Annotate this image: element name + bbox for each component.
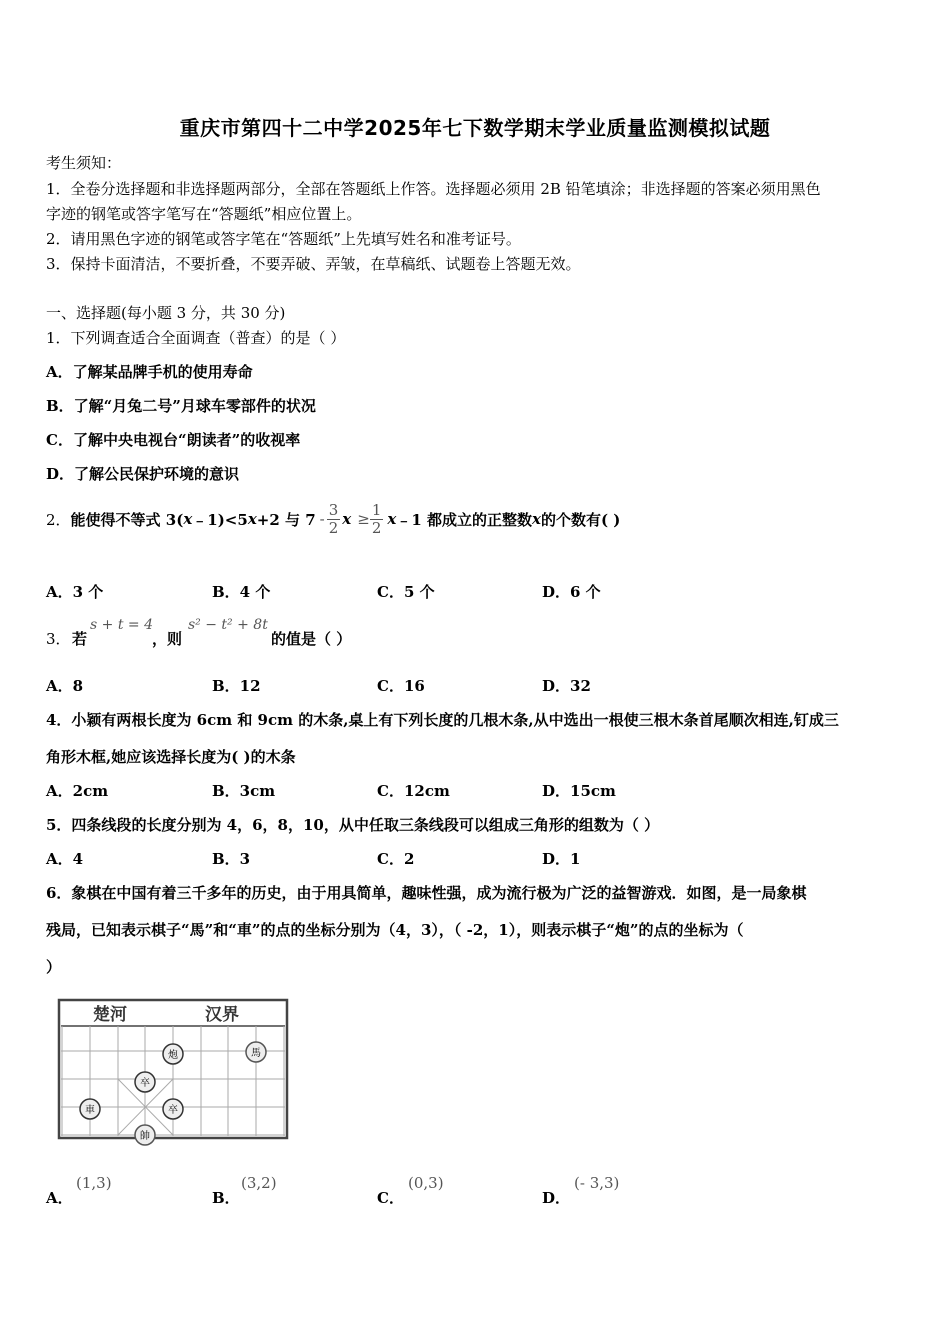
svg-text:卒: 卒 (140, 1078, 150, 1089)
q5-option-b: B．3 (212, 850, 251, 868)
chess-piece-zu-2 (163, 1099, 183, 1119)
q6-option-b-value: (3,2) (241, 1174, 277, 1192)
q6-option-c-value: (0,3) (408, 1174, 444, 1192)
q3-expression: s² − t² + 8t (188, 617, 268, 633)
section-heading: 一、选择题(每小题 3 分，共 30 分) (46, 304, 286, 322)
chess-board-figure (57, 998, 291, 1146)
q6-stem-line-2: 残局，已知表示棋子“馬”和“車”的点的坐标分别为（4，3），（ -2，1），则表示棋子“炮”的点的坐标为（ (46, 921, 744, 939)
q6-option-d: D． (542, 1189, 571, 1207)
q3-option-c: C．16 (377, 677, 425, 695)
q4-option-c: C．12cm (377, 782, 450, 800)
page-title: 重庆市第四十二中学2025年七下数学期末学业质量监测模拟试题 (179, 116, 771, 140)
q3-text-pre: 若 (72, 630, 88, 648)
q4-option-b: B．3cm (212, 782, 276, 800)
svg-text:炮: 炮 (168, 1050, 178, 1061)
q3-condition: s + t = 4 (90, 617, 153, 633)
q1-option-c: C．了解中央电视台“朗读者”的收视率 (46, 431, 301, 449)
chess-piece-ju (80, 1099, 100, 1119)
river-label-left: 楚河 (93, 1005, 127, 1025)
q1-option-a: A．了解某品牌手机的使用寿命 (46, 363, 253, 381)
q2-stem (46, 500, 620, 538)
q5-option-a: A．4 (46, 850, 84, 868)
q3-num: 3． (46, 630, 71, 648)
q6-option-a: A． (46, 1189, 73, 1207)
q2-text-post2: 的个数有( ) (540, 510, 621, 529)
q2-text-mid1: ﹣1)<5 (192, 510, 248, 529)
q2-text-post: ﹣1 都成立的正整数 (396, 510, 532, 529)
q4-stem-line-2: 角形木框,她应该选择长度为( )的木条 (46, 748, 296, 766)
notice-line-1a: 1．全卷分选择题和非选择题两部分，全部在答题纸上作答。选择题必须用 2B 铅笔填涂；非选择题的答案必须用黑色 (46, 180, 821, 198)
svg-text:車: 車 (85, 1105, 95, 1116)
q2-var-x: x (342, 510, 352, 528)
q2-geq: ≥ (357, 510, 370, 528)
q1-option-d: D．了解公民保护环境的意识 (46, 465, 240, 483)
q4-stem-line-1: 4．小颖有两根长度为 6cm 和 9cm 的木条,桌上有下列长度的几根木条,从中选出一根使三根木条首尾顺次相连,钉成三 (46, 711, 839, 729)
q2-var-x: x (531, 510, 541, 528)
q2-text-pre: 能使得不等式 3( (70, 510, 184, 529)
q2-option-b: B．4 个 (212, 583, 271, 601)
q2-option-d: D．6 个 (542, 583, 601, 601)
q6-stem-line-1: 6．象棋在中国有着三千多年的历史，由于用具简单，趣味性强，成为流行极为广泛的益智游戏．如图，是一局象棋 (46, 884, 807, 902)
notice-line-1b: 字迹的钢笔或答字笔写在“答题纸”相应位置上。 (46, 205, 362, 223)
q5-stem: 5．四条线段的长度分别为 4，6，8，10，从中任取三条线段可以组成三角形的组数为（ ） (46, 816, 660, 834)
q2-var-x: x (183, 510, 193, 528)
notice-line-3: 3．保持卡面清洁，不要折叠，不要弄破、弄皱，在草稿纸、试题卷上答题无效。 (46, 255, 581, 273)
river-label-right: 汉界 (205, 1005, 239, 1025)
chess-piece-shuai (135, 1125, 155, 1145)
svg-text:帥: 帥 (140, 1131, 150, 1142)
q2-minus: - (319, 510, 325, 528)
q2-option-c: C．5 个 (377, 583, 435, 601)
q5-option-d: D．1 (542, 850, 581, 868)
q6-option-c: C． (377, 1189, 404, 1207)
notice-heading: 考生须知： (46, 154, 122, 172)
q2-num: 2． (46, 510, 71, 529)
q2-fraction-3-2: $\frac{3}{2}$ (328, 500, 339, 537)
q3-option-d: D．32 (542, 677, 591, 695)
q3-option-a: A．8 (46, 677, 84, 695)
q6-option-a-value: (1,3) (76, 1174, 112, 1192)
q6-option-d-value: (- 3,3) (574, 1174, 620, 1192)
q2-text-mid2: +2 与 7 (256, 510, 316, 529)
q2-option-a: A．3 个 (46, 583, 104, 601)
q3-text-mid: ，则 (152, 630, 183, 648)
chess-piece-ma (246, 1042, 266, 1062)
q2-var-x: x (247, 510, 257, 528)
chess-piece-pao (163, 1044, 183, 1064)
q5-option-c: C．2 (377, 850, 415, 868)
q6-option-b: B． (212, 1189, 240, 1207)
svg-text:馬: 馬 (251, 1048, 261, 1059)
q3-option-b: B．12 (212, 677, 261, 695)
q1-option-b: B．了解“月兔二号”月球车零部件的状况 (46, 397, 316, 415)
q6-stem-line-3: ） (46, 958, 62, 976)
q4-option-a: A．2cm (46, 782, 109, 800)
chess-piece-zu-1 (135, 1072, 155, 1092)
notice-line-2: 2．请用黑色字迹的钢笔或答字笔在“答题纸”上先填写姓名和准考证号。 (46, 230, 521, 248)
q2-fraction-1-2: $\frac{1}{2}$ (371, 500, 382, 537)
q4-option-d: D．15cm (542, 782, 616, 800)
svg-text:卒: 卒 (168, 1105, 178, 1116)
q3-text-post: 的值是（ ） (271, 630, 352, 648)
q1-stem: 1．下列调查适合全面调查（普查）的是（ ） (46, 329, 346, 347)
q2-var-x: x (387, 510, 397, 528)
